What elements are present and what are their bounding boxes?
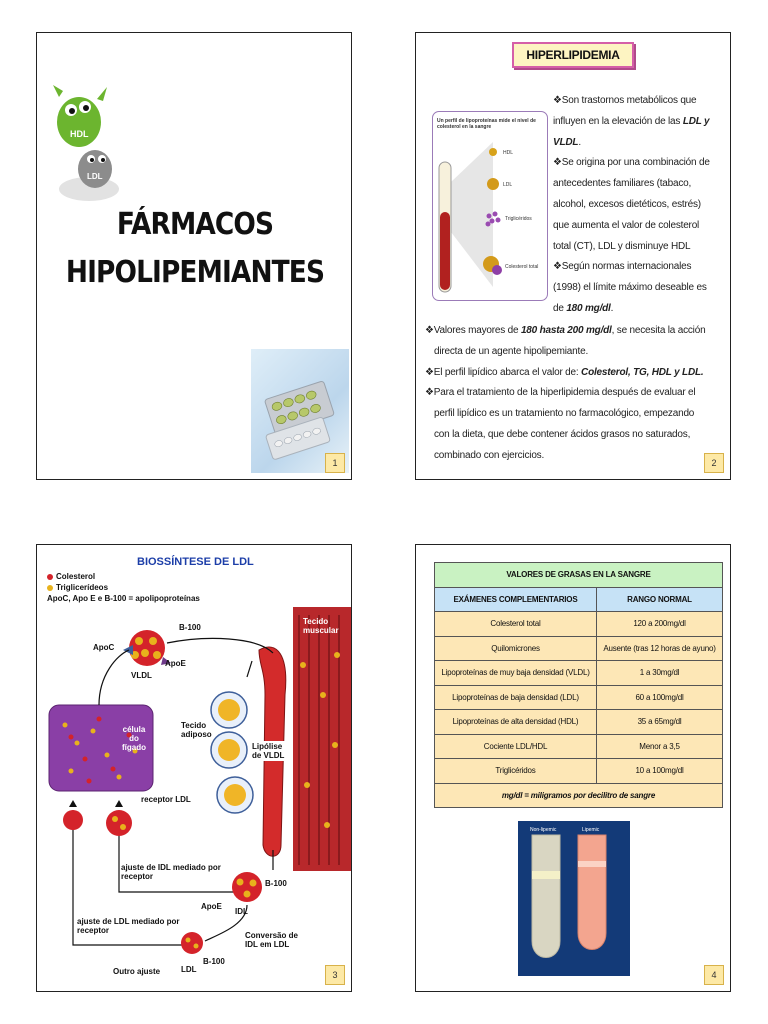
label-b100-bot: B-100: [203, 957, 225, 966]
title-line-1: FÁRMACOS: [116, 207, 274, 242]
table-row: Cociente LDL/HDL Menor a 3,5: [435, 734, 723, 759]
page-number: 3: [325, 965, 345, 985]
slide-2: [415, 32, 731, 480]
label-apoc: ApoC: [93, 643, 115, 652]
hiperlipidemia-heading: HIPERLIPIDEMIA: [512, 42, 634, 68]
col-header-examenes: EXÁMENES COMPLEMENTARIOS: [435, 587, 597, 612]
label-apoe-mid: ApoE: [201, 902, 222, 911]
figure-label-hdl: HDL: [503, 150, 514, 156]
title-line-2: HIPOLIPEMIANTES: [65, 255, 325, 290]
biossintese-title: BIOSSÍNTESE DE LDL: [137, 556, 254, 568]
bullet-3: ❖Según normas internacionales (1998) el límite máximo deseable es de 180 mg/dl.: [553, 261, 707, 314]
right-bullets: [553, 91, 723, 320]
legend-apolipoproteinas: ApoC, Apo E e B-100 = apolipoproteínas: [47, 594, 200, 603]
label-celula-figado: célula do fígado: [122, 725, 146, 752]
photo-label-non-lipemic: Non-lipemic: [530, 827, 557, 833]
bullet-2: ❖Se origina por una combinación de antecedentes familiares (tabaco, alcohol, excesos dietéticos, estrés) que aumenta el valor de colesterol total (CT), LDL y disminuye HDL: [553, 157, 710, 252]
table-row: Lipoproteínas de muy baja densidad (VLDL) 1 a 30mg/dl: [435, 661, 723, 686]
label-lipolise: Lipólise de VLDL: [251, 741, 291, 761]
figure-label-tg: Triglicéridos: [505, 216, 532, 222]
table-title: VALORES DE GRASAS EN LA SANGRE: [435, 563, 723, 588]
label-receptor-ldl: receptor LDL: [141, 795, 191, 804]
label-outro-ajuste: Outro ajuste: [113, 967, 161, 976]
table-row: Triglicéridos 10 a 100mg/dl: [435, 759, 723, 784]
label-apoe-top: ApoE: [165, 659, 186, 668]
label-tecido-muscular: Tecido muscular: [303, 617, 339, 635]
label-ajuste-ldl: ajuste de LDL mediado por receptor: [77, 917, 180, 935]
slide-1: [36, 32, 352, 480]
label-idl: IDL: [235, 907, 248, 916]
bullet-6: ❖Para el tratamiento de la hiperlipidemia después de evaluar el perfil lipídico es un tratamiento no farmacológico, empezando con la dieta, que debe contener ácidos grasos no saturados, combinado con ejercicios.: [425, 387, 696, 461]
legend-triglicerideos: Triglicerídeos: [47, 582, 200, 593]
page-number: 1: [325, 453, 345, 473]
bullet-1: ❖Son trastornos metabólicos que influyen en la elevación de las LDL y VLDL.: [553, 95, 710, 148]
hdl-ldl-mascot-logo: [51, 77, 121, 207]
col-header-rango: RANGO NORMAL: [597, 587, 723, 612]
lipemic-tubes-photo: [518, 821, 630, 976]
bullet-4: ❖Valores mayores de 180 hasta 200 mg/dl, se necesita la acción directa de un agente hipolipemiante.: [425, 325, 706, 357]
figure-label-ct: Colesterol total: [505, 264, 539, 270]
table-footnote: mg/dl = miligramos por decilitro de sangre: [435, 783, 723, 808]
photo-label-lipemic: Lipemic: [582, 827, 600, 833]
label-conversao: Conversão de IDL em LDL: [245, 931, 298, 949]
figure-caption: Un perfil de lipoproteínas mide el nivel de colesterol en la sangre: [437, 118, 536, 130]
figure-label-ldl: LDL: [503, 182, 513, 188]
lipoprotein-figure: [432, 111, 548, 301]
logo-hdl-text: HDL: [70, 129, 89, 139]
slide-3: [36, 544, 352, 992]
lipid-values-table: [434, 562, 723, 808]
slide-4: [415, 544, 731, 992]
full-bullets: [425, 321, 721, 467]
label-tecido-adiposo: Tecido adiposo: [181, 721, 212, 739]
bullet-5: ❖El perfil lipídico abarca el valor de: Colesterol, TG, HDL y LDL.: [425, 366, 704, 378]
blood-tube-illustration: [433, 112, 549, 302]
label-ldl: LDL: [181, 965, 197, 974]
slide-1-title: [56, 201, 334, 297]
table-row: Lipoproteínas de baja densidad (LDL) 60 a 100mg/dl: [435, 685, 723, 710]
logo-ldl-text: LDL: [87, 172, 103, 181]
label-b100-top: B-100: [179, 623, 201, 632]
label-ajuste-idl: ajuste de IDL mediado por receptor: [121, 863, 221, 881]
table-row: Quilomicrones Ausente (tras 12 horas de ayuno): [435, 636, 723, 661]
legend-colesterol: Colesterol: [47, 571, 200, 582]
table-row: Colesterol total 120 a 200mg/dl: [435, 612, 723, 637]
page-number: 2: [704, 453, 724, 473]
label-vldl: VLDL: [131, 671, 152, 680]
label-b100-mid: B-100: [265, 879, 287, 888]
table-row: Lipoproteínas de alta densidad (HDL) 35 a 65mg/dl: [435, 710, 723, 735]
page-number: 4: [704, 965, 724, 985]
